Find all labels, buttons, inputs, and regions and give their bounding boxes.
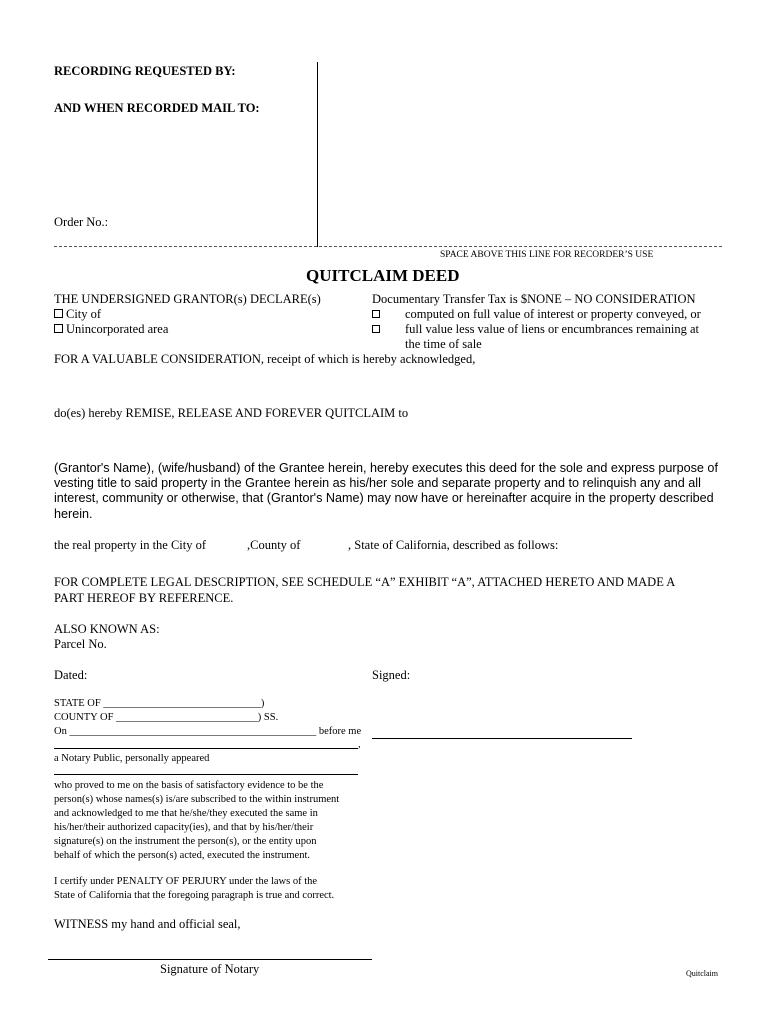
recording-requested-by-label: RECORDING REQUESTED BY: <box>54 64 236 78</box>
also-known-as-label: ALSO KNOWN AS: <box>54 622 160 636</box>
document-title: QUITCLAIM DEED <box>306 266 460 285</box>
grantor-statement-line-3: interest, community or otherwise, that (Grantor's Name) may now have or hereinafter acquire in the property described <box>54 491 714 505</box>
tax-option-2[interactable] <box>372 322 383 337</box>
order-no-label: Order No.: <box>54 215 109 229</box>
header-vertical-divider <box>317 62 318 247</box>
tax-option-2-checkbox[interactable] <box>372 325 380 333</box>
grantor-statement-line-4: herein. <box>54 507 93 521</box>
city-of-option[interactable] <box>54 307 101 322</box>
grantor-statement-line-2: vesting title to said property in the Grantee herein as his/her sole and separate property and to relinquish any and all <box>54 476 701 490</box>
city-of-label: City of <box>66 307 102 321</box>
grantor-statement-line-1: (Grantor's Name), (wife/husband) of the Grantee herein, hereby executes this deed for the sole and express purpose of <box>54 461 718 475</box>
tax-option-1[interactable] <box>372 307 383 322</box>
unincorporated-checkbox[interactable] <box>54 324 63 333</box>
notary-body-line-6: behalf of which the person(s) acted, executed the instrument. <box>54 850 310 861</box>
when-recorded-mail-to-label: AND WHEN RECORDED MAIL TO: <box>54 101 260 115</box>
notary-body-line-4: his/her/their authorized capacity(ies), and that by his/her/their <box>54 822 314 833</box>
notary-comma: , <box>358 739 361 750</box>
recorder-space-label: SPACE ABOVE THIS LINE FOR RECORDER’S USE <box>440 250 654 260</box>
tax-option-1-checkbox[interactable] <box>372 310 380 318</box>
unincorporated-option[interactable] <box>54 322 168 337</box>
property-state: , State of California, described as follows: <box>348 538 559 552</box>
quitclaim-statement: do(es) hereby REMISE, RELEASE AND FOREVER QUITCLAIM to <box>54 406 409 420</box>
tax-option-2-continued: the time of sale <box>405 337 482 351</box>
unincorporated-label: Unincorporated area <box>66 322 169 336</box>
grantor-declares: THE UNDERSIGNED GRANTOR(s) DECLARE(s) <box>54 292 321 306</box>
grantor-signature-line[interactable] <box>372 738 632 739</box>
recorder-divider-line <box>54 246 722 247</box>
tax-option-2-label: full value less value of liens or encumbrances remaining at <box>405 322 699 336</box>
notary-public-appeared: a Notary Public, personally appeared <box>54 753 210 764</box>
property-city: the real property in the City of <box>54 538 207 552</box>
notary-body-line-2: person(s) whose names(s) is/are subscribed to the within instrument <box>54 794 340 805</box>
signed-label: Signed: <box>372 668 411 682</box>
notary-body-line-5: signature(s) on the instrument the person(s), or the entity upon <box>54 836 317 847</box>
notary-person-name-line[interactable] <box>54 774 358 775</box>
witness-statement: WITNESS my hand and official seal, <box>54 917 241 931</box>
notary-signature-line[interactable] <box>48 959 372 960</box>
perjury-line-1: I certify under PENALTY OF PERJURY under the laws of the <box>54 876 318 887</box>
dated-label: Dated: <box>54 668 88 682</box>
city-of-checkbox[interactable] <box>54 309 63 318</box>
notary-on-date: On _______________________________________________ before me <box>54 726 362 737</box>
parcel-no-label: Parcel No. <box>54 637 107 651</box>
legal-description-line-2: PART HEREOF BY REFERENCE. <box>54 591 234 605</box>
transfer-tax-statement: Documentary Transfer Tax is $NONE – NO CONSIDERATION <box>372 292 696 306</box>
notary-county-of: COUNTY OF ___________________________) SS. <box>54 712 279 723</box>
notary-state-of: STATE OF ______________________________) <box>54 698 265 709</box>
notary-appeared-name-line[interactable] <box>54 748 358 749</box>
notary-signature-label: Signature of Notary <box>160 962 260 976</box>
property-county: ,County of <box>247 538 301 552</box>
footer-label: Quitclaim <box>686 969 718 978</box>
notary-body-line-1: who proved to me on the basis of satisfactory evidence to be the <box>54 780 324 791</box>
tax-option-1-label: computed on full value of interest or property conveyed, or <box>405 307 701 321</box>
notary-body-line-3: and acknowledged to me that he/she/they executed the same in <box>54 808 318 819</box>
perjury-line-2: State of California that the foregoing paragraph is true and correct. <box>54 890 335 901</box>
legal-description-line-1: FOR COMPLETE LEGAL DESCRIPTION, SEE SCHEDULE “A” EXHIBIT “A”, ATTACHED HERETO AND MADE A <box>54 575 676 589</box>
consideration-statement: FOR A VALUABLE CONSIDERATION, receipt of which is hereby acknowledged, <box>54 352 476 366</box>
